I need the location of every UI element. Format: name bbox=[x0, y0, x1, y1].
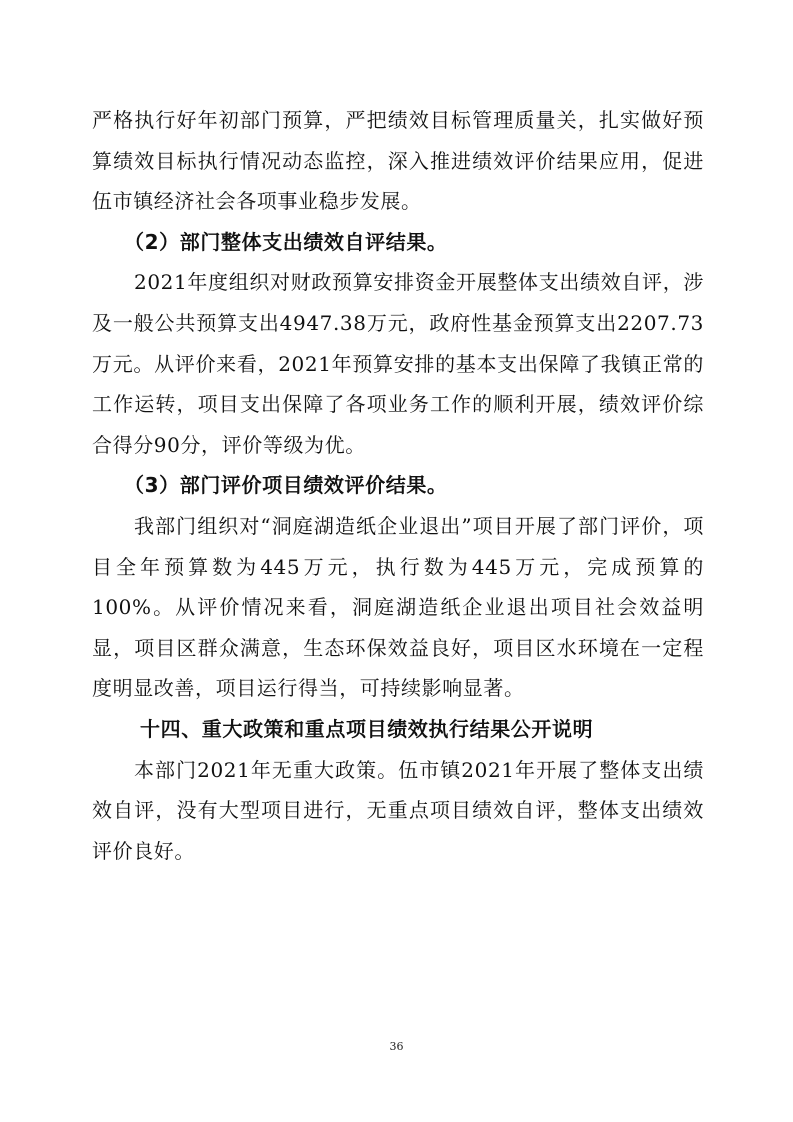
project-evaluation-paragraph: 我部门组织对“洞庭湖造纸企业退出”项目开展了部门评价，项目全年预算数为445万元，执行数为445万元，完成预算的100%。从评价情况来看，洞庭湖造纸企业退出项目社会效益明显，项目区群众满意，生态环保效益良好，项目区水环境在一定程度明显改善，项目运行得当，可持续影响显著。 bbox=[92, 513, 704, 701]
intro-paragraph: 严格执行好年初部门预算，严把绩效目标管理质量关，扎实做好预算绩效目标执行情况动态监控，深入推进绩效评价结果应用，促进伍市镇经济社会各项事业稳步发展。 bbox=[92, 108, 704, 214]
policy-paragraph: 本部门2021年无重大政策。伍市镇2021年开展了整体支出绩效自评，没有大型项目进行，无重点项目绩效自评，整体支出绩效评价良好。 bbox=[92, 757, 704, 863]
self-evaluation-paragraph: 2021年度组织对财政预算安排资金开展整体支出绩效自评，涉及一般公共预算支出4947.38万元，政府性基金预算支出2207.73万元。从评价来看，2021年预算安排的基本支出保障了我镇正常的工作运转，项目支出保障了各项业务工作的顺利开展，绩效评价综合得分90分，评价等级为优。 bbox=[92, 270, 704, 457]
page-content bbox=[92, 100, 704, 871]
page-number: 36 bbox=[389, 1040, 404, 1053]
subsection-heading-3: （3）部门评价项目绩效评价结果。 bbox=[124, 473, 448, 498]
subsection-heading-2: （2）部门整体支出绩效自评结果。 bbox=[124, 229, 448, 254]
section-heading-14: 十四、重大政策和重点项目绩效执行结果公开说明 bbox=[140, 716, 594, 741]
